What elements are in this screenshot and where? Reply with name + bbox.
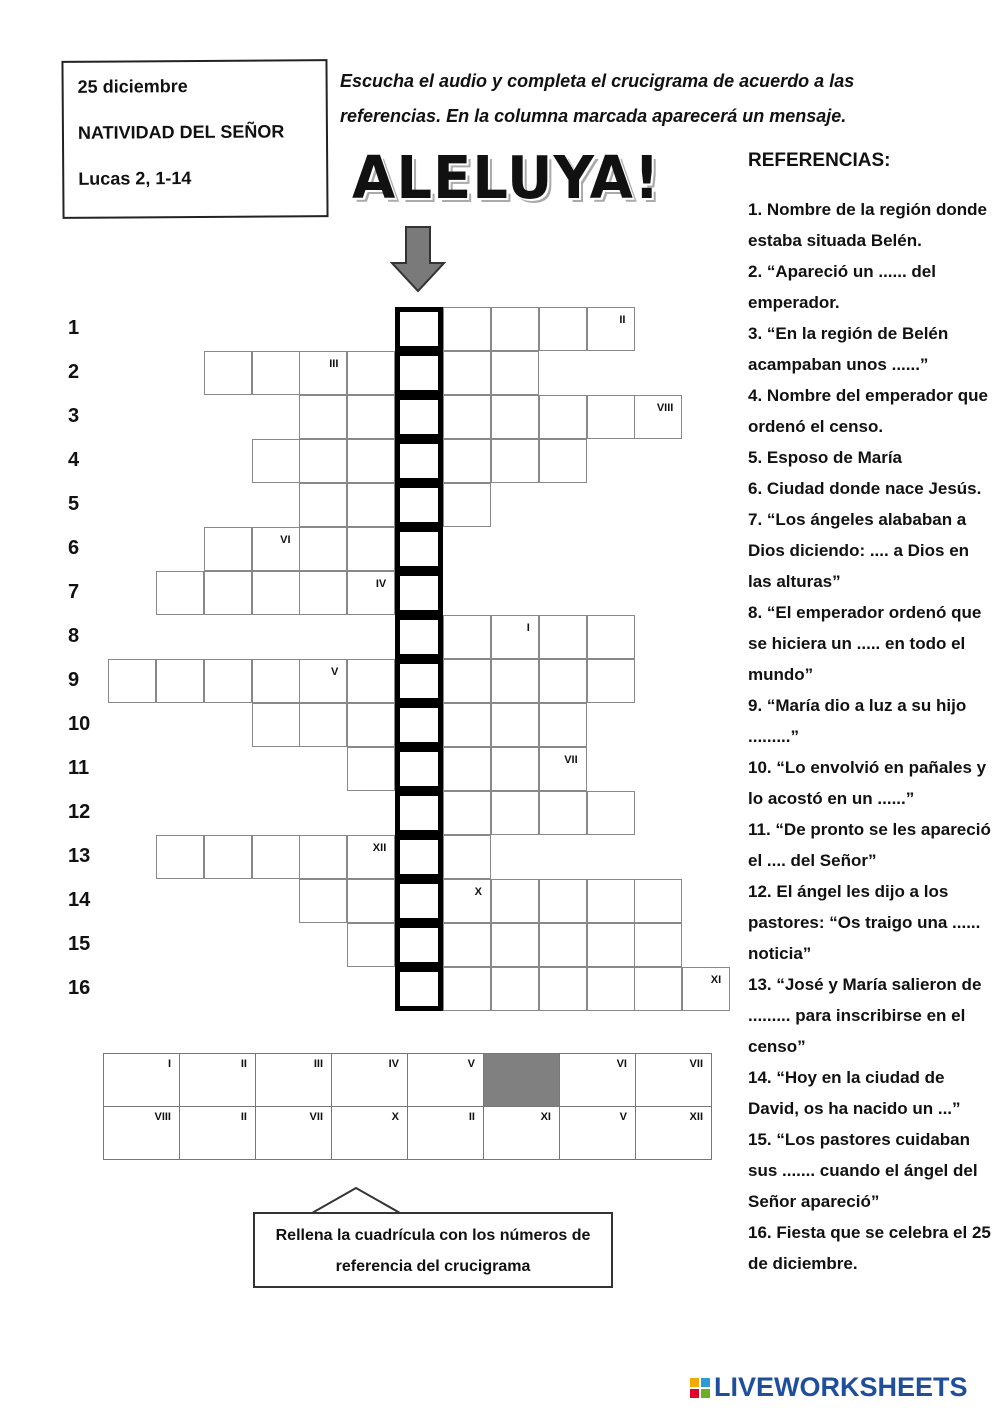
reference-item: 16. Fiesta que se celebra el 25 de diciembre. <box>748 1223 991 1273</box>
message-cell[interactable] <box>395 835 443 879</box>
crossword-cell[interactable] <box>587 659 635 703</box>
message-cell[interactable] <box>395 395 443 439</box>
crossword-cell[interactable] <box>347 571 395 615</box>
row-number: 5 <box>68 493 80 515</box>
key-cell[interactable]: V <box>408 1054 484 1107</box>
crossword-cell[interactable] <box>443 615 491 659</box>
key-cell[interactable]: XII <box>636 1107 712 1160</box>
crossword-cell[interactable] <box>156 659 204 703</box>
logo-text: LIVEWORKSHEETS <box>714 1372 968 1402</box>
crossword-cell[interactable] <box>156 835 204 879</box>
crossword-cell[interactable] <box>491 791 539 835</box>
message-cell[interactable] <box>395 615 443 659</box>
crossword-cell[interactable] <box>347 703 395 747</box>
crossword-cell[interactable] <box>299 483 347 527</box>
crossword-cell[interactable] <box>443 879 491 923</box>
crossword-cell[interactable] <box>587 395 635 439</box>
crossword-cell[interactable] <box>491 395 539 439</box>
logo-icon <box>690 1378 710 1398</box>
crossword-cell[interactable] <box>443 307 491 351</box>
roman-marker: XI <box>710 974 722 986</box>
row-number: 14 <box>68 889 91 911</box>
reference-item: 6. Ciudad donde nace Jesús. <box>748 479 982 498</box>
row-number: 11 <box>68 757 90 779</box>
key-cell[interactable]: II <box>408 1107 484 1160</box>
crossword-cell[interactable] <box>347 395 395 439</box>
row-number: 15 <box>68 933 91 955</box>
row-number: 1 <box>68 317 80 339</box>
crossword-cell[interactable] <box>634 879 682 923</box>
crossword-cell[interactable] <box>491 967 539 1011</box>
roman-marker: III <box>329 358 339 370</box>
crossword-cell[interactable] <box>491 439 539 483</box>
crossword-cell[interactable] <box>204 351 252 395</box>
crossword-cell[interactable] <box>539 879 587 923</box>
crossword-cell[interactable] <box>539 659 587 703</box>
reference-item: 2. “Apareció un ...... del emperador. <box>748 262 936 312</box>
crossword-cell[interactable] <box>443 835 491 879</box>
row-number: 12 <box>68 801 91 823</box>
message-cell[interactable] <box>395 659 443 703</box>
crossword-cell[interactable] <box>491 879 539 923</box>
row-number: 3 <box>68 405 80 427</box>
crossword-cell[interactable] <box>299 351 347 395</box>
crossword-cell[interactable] <box>204 571 252 615</box>
message-cell[interactable] <box>395 791 443 835</box>
crossword-cell[interactable] <box>539 747 587 791</box>
crossword-cell[interactable] <box>204 659 252 703</box>
reference-item: 3. “En la región de Belén acampaban unos ......” <box>748 324 949 374</box>
crossword-cell[interactable] <box>634 967 682 1011</box>
crossword-cell[interactable] <box>299 835 347 879</box>
crossword-cell[interactable] <box>347 351 395 395</box>
row-number: 9 <box>68 669 80 691</box>
crossword-cell[interactable] <box>252 659 300 703</box>
crossword-cell[interactable] <box>299 659 347 703</box>
crossword-cell[interactable] <box>539 967 587 1011</box>
roman-marker: I <box>526 622 530 634</box>
crossword-cell[interactable] <box>347 439 395 483</box>
key-cell[interactable]: I <box>104 1054 180 1107</box>
crossword-cell[interactable] <box>539 615 587 659</box>
crossword-cell[interactable] <box>347 747 395 791</box>
crossword-cell[interactable] <box>443 483 491 527</box>
crossword-cell[interactable] <box>443 923 491 967</box>
crossword-cell[interactable] <box>491 307 539 351</box>
row-number: 4 <box>68 449 80 471</box>
row-number: 7 <box>68 581 80 603</box>
crossword-cell[interactable] <box>443 659 491 703</box>
message-cell[interactable] <box>395 879 443 923</box>
feast-label: NATIVIDAD DEL SEÑOR <box>77 121 285 143</box>
reference-item: 8. “El emperador ordenó que se hiciera un ..... en todo el mundo” <box>748 603 982 684</box>
message-cell[interactable] <box>395 439 443 483</box>
crossword-cell[interactable] <box>347 483 395 527</box>
crossword-cell[interactable] <box>587 967 635 1011</box>
crossword-cell[interactable] <box>204 835 252 879</box>
roman-marker: VI <box>280 534 291 546</box>
crossword-cell[interactable] <box>252 439 300 483</box>
crossword-cell[interactable] <box>587 307 635 351</box>
crossword-cell[interactable] <box>108 659 156 703</box>
reference-item: 10. “Lo envolvió en pañales y lo acostó en un ......” <box>748 758 987 808</box>
reference-item: 1. Nombre de la región donde estaba situada Belén. <box>748 200 987 250</box>
references-list <box>748 194 993 1279</box>
key-cell[interactable]: II <box>180 1107 256 1160</box>
crossword-cell[interactable] <box>443 747 491 791</box>
crossword-cell[interactable] <box>252 703 300 747</box>
message-cell[interactable] <box>395 967 443 1011</box>
crossword-cell[interactable] <box>347 659 395 703</box>
crossword-cell[interactable] <box>443 351 491 395</box>
crossword-cell[interactable] <box>299 439 347 483</box>
crossword-cell[interactable] <box>491 703 539 747</box>
crossword-cell[interactable] <box>299 571 347 615</box>
key-cell[interactable]: VII <box>256 1107 332 1160</box>
message-cell[interactable] <box>395 747 443 791</box>
crossword-cell[interactable] <box>491 923 539 967</box>
crossword-cell[interactable] <box>252 527 300 571</box>
crossword-cell[interactable] <box>539 307 587 351</box>
liveworksheets-logo <box>690 1372 968 1403</box>
message-cell[interactable] <box>395 571 443 615</box>
message-cell[interactable] <box>395 307 443 351</box>
reference-item: 9. “María dio a luz a su hijo .........” <box>748 696 967 746</box>
crossword-cell[interactable] <box>204 527 252 571</box>
crossword-cell[interactable] <box>587 615 635 659</box>
reference-item: 5. Esposo de María <box>748 448 902 467</box>
key-cell[interactable]: VI <box>560 1054 636 1107</box>
crossword-cell[interactable] <box>634 923 682 967</box>
crossword-cell[interactable] <box>443 791 491 835</box>
crossword-cell[interactable] <box>491 659 539 703</box>
roman-marker: X <box>474 886 482 898</box>
instruction-note: Rellena la cuadrícula con los números de referencia del crucigrama <box>253 1212 613 1288</box>
roman-marker: VIII <box>656 402 674 414</box>
passage-label: Lucas 2, 1-14 <box>78 168 192 189</box>
crossword-cell[interactable] <box>491 747 539 791</box>
crossword-cell[interactable] <box>587 923 635 967</box>
arrow-down-icon <box>390 225 446 295</box>
message-cell[interactable] <box>395 351 443 395</box>
reference-item: 4. Nombre del emperador que ordenó el censo. <box>748 386 988 436</box>
reference-item: 7. “Los ángeles alababan a Dios diciendo: .... a Dios en las alturas” <box>748 510 970 591</box>
key-cell[interactable]: VIII <box>104 1107 180 1160</box>
crossword-cell[interactable] <box>491 615 539 659</box>
roman-marker: II <box>619 314 626 326</box>
crossword-cell[interactable] <box>443 703 491 747</box>
instructions: Escucha el audio y completa el crucigrama de acuerdo a las referencias. En la columna marcada aparecerá un mensaje. <box>340 71 855 126</box>
roman-marker: IV <box>375 578 387 590</box>
reference-item: 12. El ángel les dijo a los pastores: “Os traigo una ...... noticia” <box>748 882 981 963</box>
roman-marker: XII <box>372 842 387 854</box>
crossword-cell[interactable] <box>539 439 587 483</box>
key-cell[interactable]: X <box>332 1107 408 1160</box>
callout-pointer <box>312 1186 402 1214</box>
key-cell[interactable]: IV <box>332 1054 408 1107</box>
key-cell[interactable]: II <box>180 1054 256 1107</box>
date-label: 25 diciembre <box>77 76 188 97</box>
reference-item: 15. “Los pastores cuidaban sus ....... cuando el ángel del Señor apareció” <box>748 1130 978 1211</box>
crossword-cell[interactable] <box>347 923 395 967</box>
crossword-cell[interactable] <box>299 703 347 747</box>
crossword-cell[interactable] <box>252 835 300 879</box>
crossword-cell[interactable] <box>252 571 300 615</box>
crossword-cell[interactable] <box>682 967 730 1011</box>
crossword-cell[interactable] <box>347 527 395 571</box>
crossword-cell[interactable] <box>299 395 347 439</box>
key-cell[interactable]: V <box>560 1107 636 1160</box>
message-cell[interactable] <box>395 483 443 527</box>
roman-marker: VII <box>564 754 578 766</box>
crossword-cell[interactable] <box>443 439 491 483</box>
row-number: 13 <box>68 845 91 867</box>
message-cell[interactable] <box>395 923 443 967</box>
crossword-cell[interactable] <box>491 351 539 395</box>
message-cell[interactable] <box>395 527 443 571</box>
crossword-cell[interactable] <box>443 395 491 439</box>
key-cell[interactable]: III <box>256 1054 332 1107</box>
blank-gray-cell <box>484 1054 560 1107</box>
crossword-cell[interactable] <box>299 527 347 571</box>
row-number: 2 <box>68 361 80 383</box>
crossword-cell[interactable] <box>539 395 587 439</box>
message-cell[interactable] <box>395 703 443 747</box>
crossword-cell[interactable] <box>347 879 395 923</box>
crossword-cell[interactable] <box>634 395 682 439</box>
key-cell[interactable]: XI <box>484 1107 560 1160</box>
reference-item: 13. “José y María salieron de ......... para inscribirse en el censo” <box>748 975 982 1056</box>
page-title: ALELUYA! <box>352 144 661 213</box>
references-heading: REFERENCIAS: <box>748 150 891 171</box>
crossword-cell[interactable] <box>539 703 587 747</box>
message-key-grid <box>103 1053 712 1160</box>
row-number: 8 <box>68 625 80 647</box>
crossword-cell[interactable] <box>252 351 300 395</box>
row-number: 10 <box>68 713 91 735</box>
crossword-cell[interactable] <box>539 923 587 967</box>
key-cell[interactable]: VII <box>636 1054 712 1107</box>
row-number: 6 <box>68 537 80 559</box>
reference-item: 14. “Hoy en la ciudad de David, os ha nacido un ...” <box>748 1068 961 1118</box>
roman-marker: V <box>331 666 339 678</box>
crossword-cell[interactable] <box>299 879 347 923</box>
crossword-cell[interactable] <box>587 791 635 835</box>
crossword-cell[interactable] <box>156 571 204 615</box>
crossword-cell[interactable] <box>539 791 587 835</box>
row-number: 16 <box>68 977 91 999</box>
crossword-cell[interactable] <box>443 967 491 1011</box>
crossword-cell[interactable] <box>587 879 635 923</box>
reference-item: 11. “De pronto se les apareció el .... del Señor” <box>748 820 991 870</box>
crossword-cell[interactable] <box>347 835 395 879</box>
info-box <box>61 59 328 219</box>
